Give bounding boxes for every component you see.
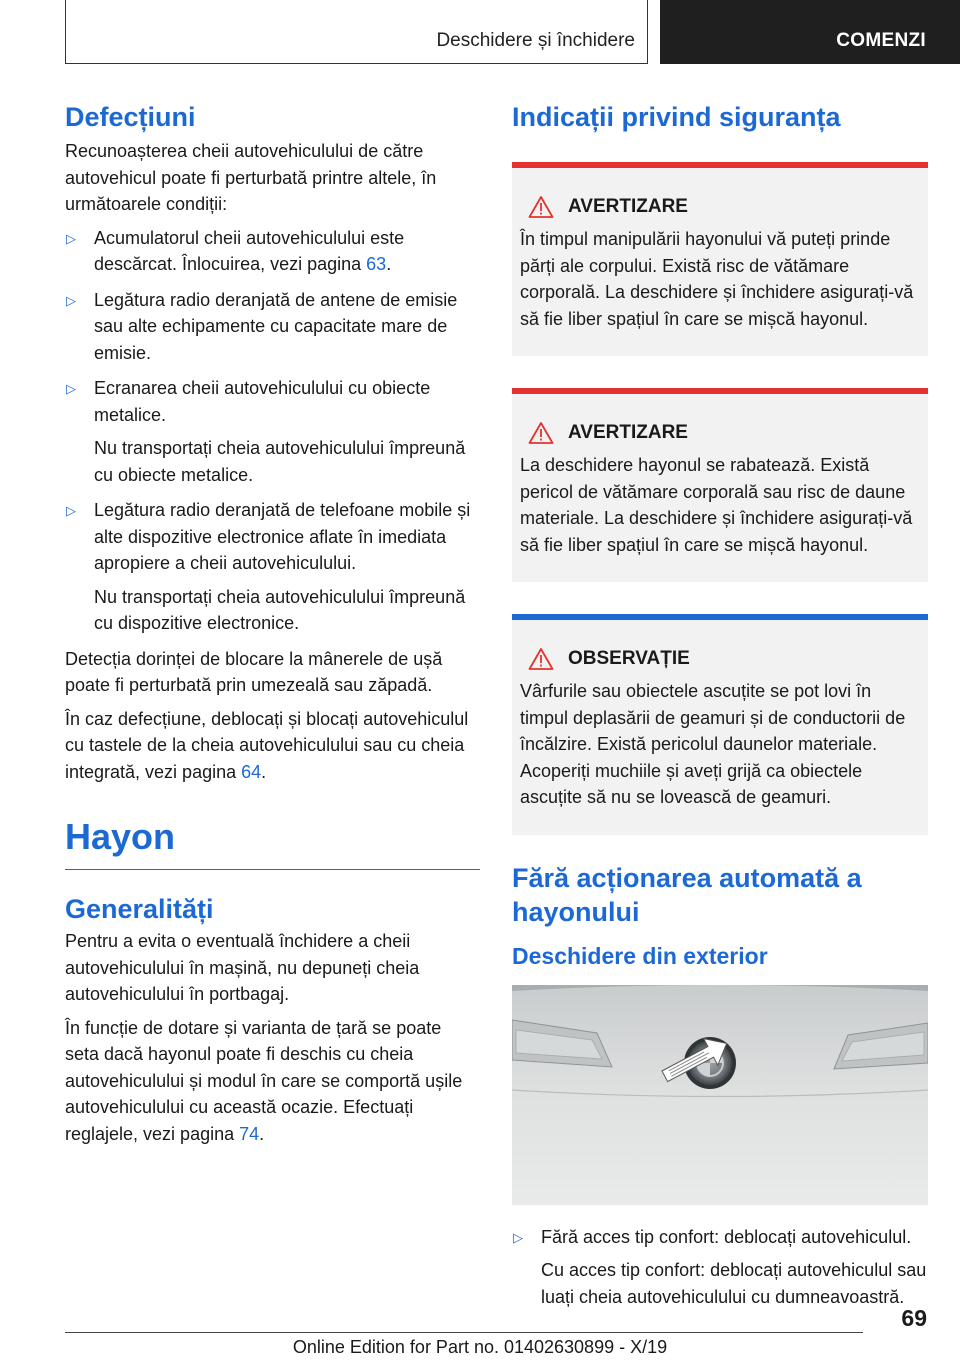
footer-divider <box>65 1332 863 1333</box>
notice-box <box>512 614 928 835</box>
page-link[interactable]: 63 <box>366 254 387 274</box>
triangle-bullet-icon: ▷ <box>66 381 76 396</box>
warning-triangle-icon <box>528 647 554 671</box>
header-chapter-tab <box>660 0 960 64</box>
header-chapter-title: COMENZI <box>836 30 926 51</box>
list-item: ▷ Fără acces tip confort: deblocați autovehiculul. Cu acces tip confort: deblocați autovehiculul sau luați cheia autovehiculului cu dumneavoastră. <box>512 1224 928 1311</box>
heading-defectiuni: Defecțiuni <box>65 102 196 132</box>
heading-safety: Indicații privind siguranța <box>512 102 841 132</box>
warning-label: AVERTIZARE <box>568 196 688 217</box>
triangle-bullet-icon: ▷ <box>66 503 76 518</box>
list-item: ▷ Legătura radio deranjată de antene de emisie sau alte echipamente cu capacitate mare de emisie. <box>66 289 458 363</box>
list-item-note: Cu acces tip confort: deblocați autovehiculul sau luați cheia autovehiculului cu dumneavoastră. <box>541 1260 927 1307</box>
warning-label: AVERTIZARE <box>568 422 688 443</box>
generalitati-para1: Pentru a evita o eventuală închidere a cheii autovehiculului în mașină, nu depuneți cheia autovehiculului în portbagaj. <box>65 931 420 1004</box>
list-item-note: Nu transportați cheia autovehiculului împreună cu obiecte metalice. <box>94 438 466 485</box>
warning-text: La deschidere hayonul se rabatează. Există pericol de vătămare corporală sau risc de daune materiale. La deschidere și închidere asigurați-vă să fie liber spațiul în care se mișcă hayonul. <box>520 455 913 555</box>
defectiuni-intro: Recunoașterea cheii autovehiculului de către autovehicul poate fi perturbată printre altele, în următoarele condiții: <box>65 141 437 214</box>
header-section-tab <box>65 0 648 64</box>
header-section-title: Deschidere și închidere <box>436 30 635 51</box>
warning-text: În timpul manipulării hayonului vă puteți prinde părți ale corpului. Există risc de vătămare corporală. La deschidere și închidere asigurați-vă să fie liber spațiul în care se mișcă hayonul. <box>520 229 914 329</box>
defectiuni-para1: Detecția dorinței de blocare la mânerele de ușă poate fi perturbată prin umezeală sau zăpadă. <box>65 648 443 695</box>
list-item: ▷ Ecranarea cheii autovehiculului cu obiecte metalice. Nu transportați cheia autovehiculului împreună cu obiecte metalice. <box>65 375 480 488</box>
warning-box <box>512 388 928 582</box>
left-column <box>65 100 480 1154</box>
generalitati-para2: În funcție de dotare și varianta de țară se poate seta dacă hayonul poate fi deschis cu cheia autovehiculului și modul în care se comportă ușile autovehiculului cu această ocazie. Efectuați reglajele, vezi pagina 74. <box>65 1017 463 1144</box>
triangle-bullet-icon: ▷ <box>66 292 76 308</box>
list-item: ▷ Legătura radio deranjată de telefoane mobile și alte dispozitive electronice aflate în imediata apropiere a cheii autovehiculului. Nu transportați cheia autovehiculului împreună cu dispozitive electronice. <box>65 497 480 637</box>
warning-triangle-icon <box>528 421 554 445</box>
list-item-note: Nu transportați cheia autovehiculului împreună cu dispozitive electronice. <box>94 586 466 633</box>
notice-label: OBSERVAȚIE <box>568 648 690 669</box>
tailgate-illustration <box>512 985 928 1205</box>
right-column <box>512 100 928 1319</box>
warning-triangle-icon <box>528 195 554 219</box>
page-link[interactable]: 74 <box>239 1123 260 1144</box>
heading-generalitati: Generalități <box>65 894 214 924</box>
page-link[interactable]: 64 <box>241 761 262 782</box>
footer-edition: Online Edition for Part no. 01402630899 - X/19 <box>292 1337 668 1357</box>
triangle-bullet-icon: ▷ <box>513 1229 523 1245</box>
heading-hayon: Hayon <box>65 815 480 870</box>
warning-box <box>512 162 928 356</box>
defectiuni-para2: În caz defecțiune, deblocați și blocați autovehiculul cu tastele de la cheia autovehiculului sau cu cheia integrată, vezi pagina 64. <box>65 708 469 782</box>
notice-text: Vârfurile sau obiectele ascuțite se pot lovi în timpul deplasării de geamuri și de conductorii de încălzire. Există pericolul daunelor materiale. Acoperiți muchiile și aveți grijă ca obiectele ascuțite să nu se lovească de geamuri. <box>520 681 906 807</box>
list-item: ▷ Acumulatorul cheii autovehiculului este descărcat. Înlocuirea, vezi pagina 63. <box>66 227 405 274</box>
triangle-bullet-icon: ▷ <box>66 230 76 246</box>
heading-deschidere-exterior: Deschidere din exterior <box>512 942 768 969</box>
heading-fara-actionare: Fără acționarea automată a hayonului <box>512 862 862 927</box>
page-number: 69 <box>901 1305 927 1331</box>
